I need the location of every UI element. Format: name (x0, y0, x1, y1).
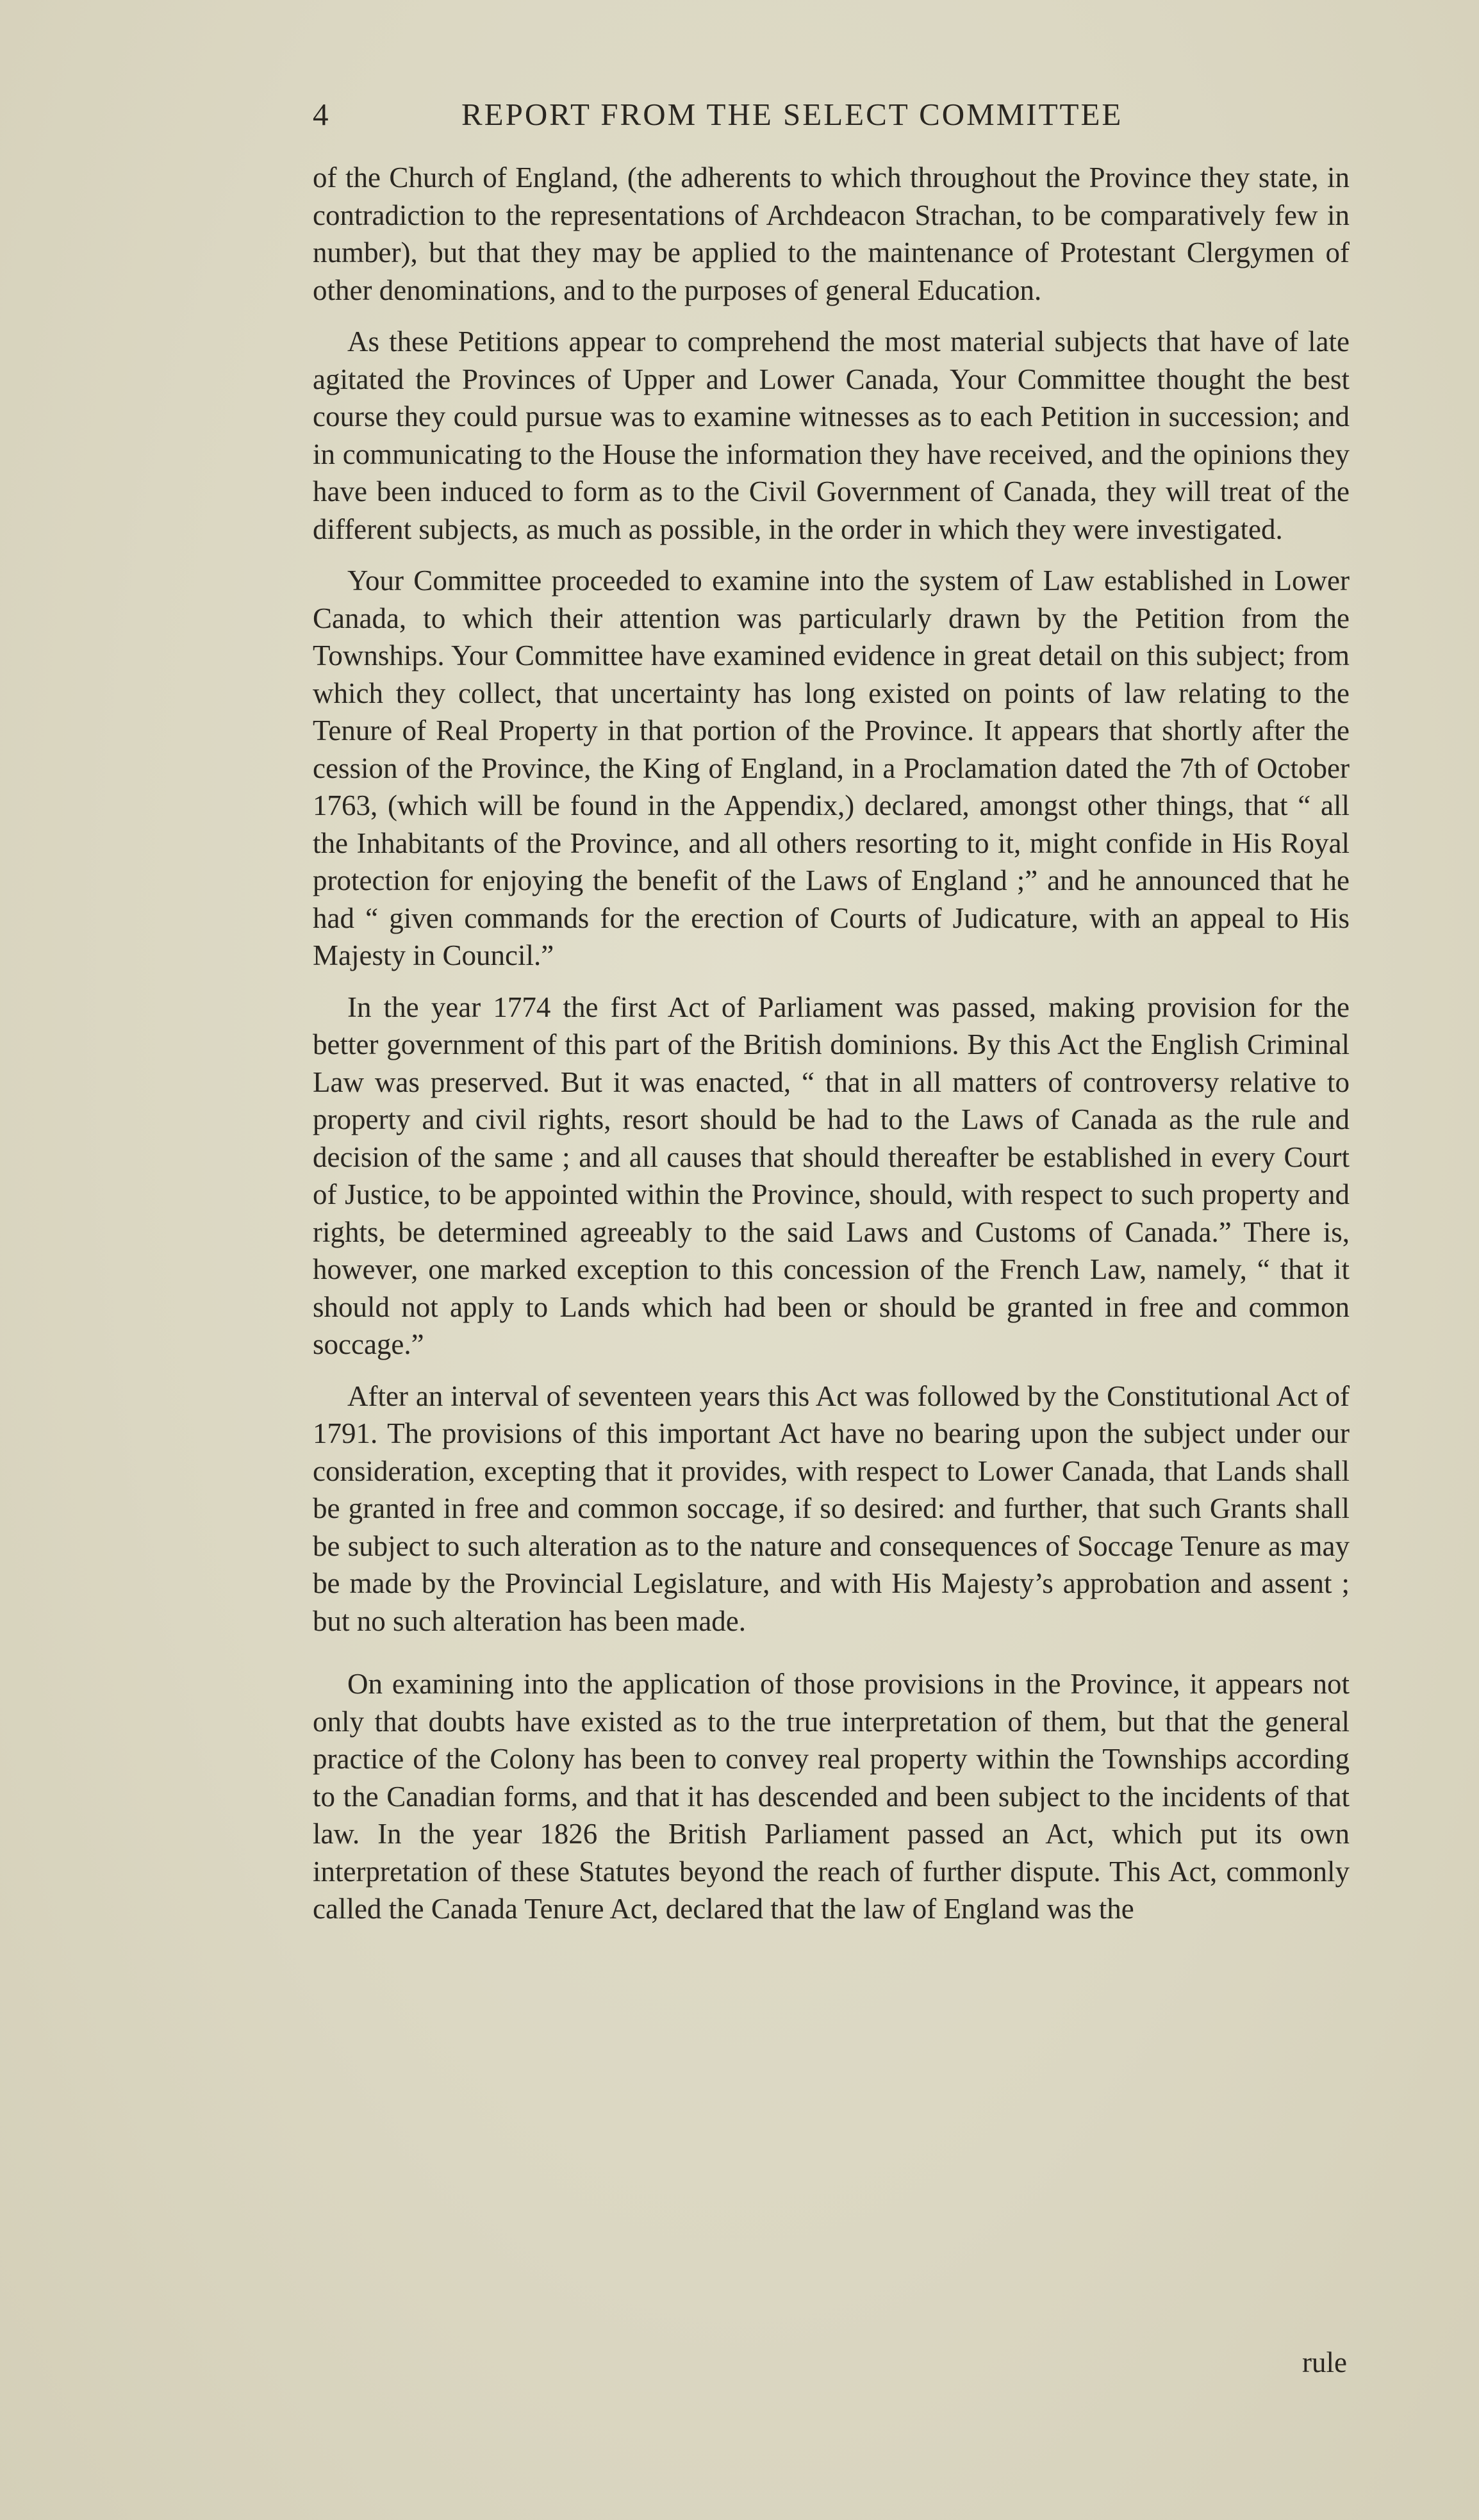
paragraph-petitions: As these Petitions appear to comprehend the most material subjects that have of late agitated the Provinces of Upper and Lower Canada, Your Committee thought the best course they could pursue was to examine witnesses as to each Petition in succession; and in communicating to the House the information they have received, and the opinions they have been induced to form as to the Civil Government of Canada, they will treat of the different subjects, as much as possible, in the order in which they were investigated. (313, 325, 1350, 545)
paragraph-constitutional-act: After an interval of seventeen years this Act was followed by the Constitutional Act of 1791. The provisions of this important Act have no bearing upon the subject under our consideration, excepting that it provides, with respect to Lower Canada, that Lands shall be granted in free and common soccage, if so desired: and further, that such Grants shall be subject to such alteration as to the nature and consequences of Soccage Tenure as may be made by the Provincial Legislature, and with His Majesty’s approbation and assent ; but no such alteration has been made. (313, 1379, 1350, 1637)
catchword: rule (1302, 2346, 1347, 2378)
running-head-title: REPORT FROM THE SELECT COMMITTEE (461, 97, 1123, 132)
paragraph-act-1774: In the year 1774 the first Act of Parliament was passed, making provision for the better government of this part of the British dominions. By this Act the English Criminal Law was preserved. But it was enacted, “ that in all matters of controversy relative to property and civil rights, resort should be had to the Laws of Canada as the rule and decision of the same ; and all causes that should thereafter be established in every Court of Justice, to be appointed within the Province, should, with respect to such property and rights, be determined agreeably to the said Laws and Customs of Canada.” There is, however, one marked exception to this concession of the French Law, namely, “ that it should not apply to Lands which had been or should be granted in free and common soccage.” (313, 991, 1350, 1360)
page-number: 4 (313, 97, 331, 132)
paragraph-tenure-act: On examining into the application of those provisions in the Province, it appears not only that doubts have existed as to the true interpretation of them, but that the general practice of the Colony has been to convey real property within the Townships according to the Canadian forms, and that it has descended and been subject to the incidents of that law. In the year 1826 the British Parliament passed an Act, which put its own interpretation of these Statutes beyond the reach of further dispute. This Act, commonly called the Canada Tenure Act, declared that the law of England was the (313, 1668, 1350, 1925)
paragraph-continuation: of the Church of England, (the adherents to which throughout the Province they state, in contradiction to the representations of Archdeacon Strachan, to be comparatively few in number), but that they may be applied to the maintenance of Protestant Clergymen of other denominations, and to the purposes of general Education. (313, 161, 1350, 306)
body-text (313, 159, 1350, 1928)
running-head (313, 96, 1229, 141)
paragraph-system-of-law: Your Committee proceeded to examine into the system of Law established in Lower Canada, to which their attention was particularly drawn by the Petition from the Townships. Your Committee have examined evidence in great detail on this subject; from which they collect, that uncertainty has long existed on points of law relating to the Tenure of Real Property in that portion of the Province. It appears that shortly after the cession of the Province, the King of England, in a Proclamation dated the 7th of October 1763, (which will be found in the Appendix,) declared, amongst other things, that “ all the Inhabitants of the Province, and all others resorting to it, might confide in His Royal protection for enjoying the benefit of the Laws of England ;” and he announced that he had “ given commands for the erection of Courts of Judicature, with an appeal to His Majesty in Council.” (313, 564, 1350, 971)
